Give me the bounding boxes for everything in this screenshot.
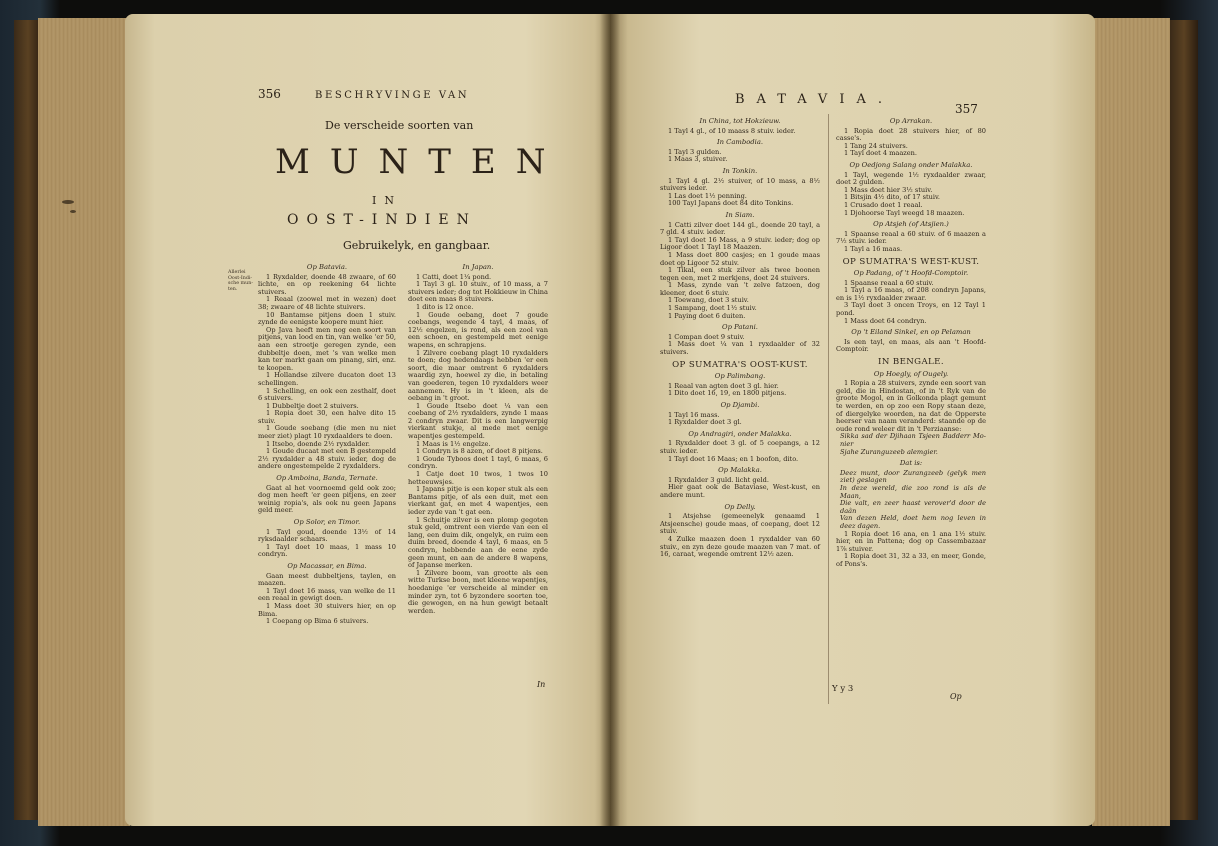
section-heading: Op Djambi. — [720, 401, 760, 409]
coin-entry: 1 Ropia doet 28 stuivers hier, of 80 casse's. — [836, 126, 986, 143]
coin-entry: 1 Goude oebang, doet 7 goude coebangs, wegende 4 tayl, 4 maas, of 12½ engelzen, is rond, als een zool van een schoen, en gestempeld met eenige wapens, en schrapjens. — [408, 310, 548, 349]
section-heading: Op Andragiri, onder Malakka. — [688, 429, 792, 438]
section-heading: In Siam. — [725, 210, 755, 219]
left-column-1 — [258, 260, 396, 626]
coin-entry: 1 Spaanse reaal a 60 stuiv. of 6 maazen a 7½ stuiv. ieder. — [836, 229, 986, 246]
coin-entry: 1 Mass doet 800 casjes; en 1 goude maas doet op Ligoor 52 stuiv. — [660, 250, 820, 267]
dust-speck — [62, 200, 74, 204]
section-heading: Op Arrakan. — [889, 117, 933, 125]
coin-entry: 1 dito is 12 once. — [416, 302, 474, 311]
right-page-number: 357 — [955, 102, 978, 116]
coin-entry: 1 Paying doet 6 duiten. — [668, 311, 746, 320]
title-place: OOST-INDIEN — [287, 212, 477, 228]
left-page-block-edges — [38, 18, 130, 826]
coin-entry: 1 Tayl 3 gl. 10 stuiv., of 10 mass, a 7 stuivers ieder; dog tot Hokkieuw in China doet een maas 8 stuivers. — [408, 280, 548, 304]
coin-entry: 3 Tayl doet 3 oncen Troys, en 12 Tayl 1 pond. — [836, 301, 986, 318]
coin-entry: 1 Bitsjin 4½ dito, of 17 stuiv. — [844, 193, 941, 202]
coin-entry: Gaat al het voornoemd geld ook zoo; dog men heeft 'er geen pitjens, en zeer weinig ropia's, als ook nu geen Japans geld meer. — [258, 483, 396, 515]
coin-entry: 1 Tayl 3 gulden. — [668, 147, 722, 156]
inscription-line: Sjahe Zuranguzeeb alemgier. — [840, 447, 938, 456]
coin-entry: 1 Itsebo, doende 2½ ryxdalder. — [266, 439, 370, 448]
coin-entry: 1 Tayl doet 4 maazen. — [844, 149, 918, 158]
section-heading: Op Patani. — [722, 323, 758, 332]
coin-entry: 1 Ropia a 28 stuivers, zynde een soort van geld, die in Hindostan, of in 't Ryk van de groote Mogol, en in Golkonda plagt gemunt te werden, en op zoo een Ropy staan deze, of diergelyke woorden, na dat de Opperste heerser van naam veranderd: staande op de oude rond weleer dit in 't Perziaanse: — [836, 379, 986, 433]
coin-entry: 1 Ropia doet 30, een halve dito 15 stuiv. — [258, 409, 396, 425]
coin-entry: 1 Ropia doet 16 ana, en 1 ana 1½ stuiv. hier, en in Pattena; dog op Cassembazaar 1⅞ stuiver. — [836, 529, 986, 553]
coin-entry: 1 Compan doet 9 stuiv. — [668, 332, 745, 341]
coin-entry: 1 Mass doet ¼ van 1 ryxdaalder of 32 stuivers. — [660, 340, 820, 357]
right-catchword: Op — [950, 692, 962, 701]
coin-entry: 1 Catje doet 10 twos, 1 twos 10 hetteeuwsjes. — [408, 470, 548, 486]
left-page-number: 356 — [258, 87, 281, 101]
section-heading: Dat is: — [899, 459, 923, 468]
left-running-head: BESCHRYVINGE VAN — [315, 90, 470, 101]
coin-entry: 1 Tayl a 16 maas. — [844, 244, 903, 253]
coin-entry: 1 Tayl 16 mass. — [668, 410, 720, 419]
coin-entry: Is een tayl, en maas, als aan 't Hoofd-Comptoir. — [836, 337, 986, 354]
coin-entry: 1 Sampang, doet 1½ stuiv. — [668, 304, 757, 313]
section-heading: Op Amboina, Banda, Ternate. — [276, 474, 378, 483]
verse-line: Die valt, en zeer haast verover'd door de daân — [840, 499, 986, 515]
right-page — [610, 14, 1095, 826]
coin-entry: 1 Dubbeltje doet 2 stuivers. — [266, 401, 359, 410]
coin-entry: 1 Goude Itsebo doet ¼ van een coebang of 2½ ryxdalders, zynde 1 maas 2 condryn zwaar. Dit is een langwerpig vierkant stukje, al mede met eenige wapentjes gestempeld. — [408, 401, 548, 441]
coin-entry: Gaan meest dubbeltjens, taylen, en maazen. — [258, 571, 396, 588]
coin-entry: 1 Goude Tyboos doet 1 tayl, 6 maas, 6 condryn. — [408, 454, 548, 471]
coin-entry: 1 Tayl doet 16 Maas; en 1 boofon, dito. — [668, 454, 799, 463]
verse-line: Deez munt, door Zurangzeeb (gelyk men ziet) geslagen — [840, 468, 986, 485]
coin-entry: 1 Djohoorse Tayl weegd 18 maazen. — [844, 208, 965, 217]
section-heading: Op Macassar, en Bima. — [287, 561, 367, 570]
coin-entry: 1 Tayl goud, doende 13½ of 14 ryksdaalder schaars. — [258, 527, 396, 544]
verse-line: Van dezen Held, doet hem nog leven in deez dagen. — [840, 514, 986, 530]
left-column-2 — [408, 260, 548, 615]
coin-entry: Op Java heeft men nog een soort van pitjens, van lood en tin, van welke 'er 50, aan een stroetje geregen zynde, een dubbeltje doen, met 's van welke men kan ter markt gaan om pinang, siri, enz. te koopen. — [258, 325, 396, 372]
coin-entry: 1 Tayl doet 16 mass, van welke de 11 een reaal in gewigt doen. — [258, 586, 396, 603]
coin-entry: 1 Tayl doet 16 Mass, a 9 stuiv. ieder; dog op Ligoor doet 1 Tayl 18 Maazen. — [660, 235, 820, 252]
signature-mark: Y y 3 — [832, 684, 854, 694]
title-intro: De verscheide soorten van — [325, 119, 474, 132]
coin-entry: 1 Zilvere coebang plagt 10 ryxdalders te doen; dog hedendaags hebben 'er een soort, die maar omtrent 6 ryxdalders waardig zyn, hoewel zy die, in betaling van goederen, tegen 10 ryxdalders weer aannemen. Hy is in 't kleen, als de oebang in 't groot. — [408, 348, 548, 403]
coin-entry: 1 Reaal (zoowel met in wezen) doet 38; zwaare of 48 lichte stuivers. — [258, 295, 396, 311]
coin-entry: Hier gaat ook de Bataviase, West-kust, en andere munt. — [660, 483, 820, 499]
coin-entry: 1 Crusado doet 1 reaal. — [844, 200, 923, 209]
verse-line: In deze wereld, die zoo rond is als de Maan, — [840, 483, 986, 500]
section-heading: Op Delly. — [724, 502, 756, 511]
coin-entry: 1 Toewang, doet 3 stuiv. — [668, 296, 749, 305]
margin-note: Allerlei Oost-Indi-sche mun-ten. — [228, 270, 253, 292]
section-heading: Op 't Eiland Sinkel, en op Pelaman — [851, 328, 971, 337]
section-heading: Op Hoegly, of Ougely. — [873, 369, 949, 378]
left-catchword: In — [537, 680, 546, 689]
coin-entry: 1 Dito doet 16, 19, en 1800 pitjens. — [668, 389, 787, 398]
section-heading: Op Solor, en Timor. — [293, 518, 361, 526]
coin-entry: 1 Goude ducaat met een B gestempeld 2½ ryxdalder a 48 stuiv. ieder, dog de andere ongestempelde 2 ryxdalders. — [258, 447, 396, 471]
title-main: MUNTEN — [275, 142, 566, 182]
coin-entry: 1 Catti, doet 1¼ pond. — [416, 272, 492, 281]
coin-entry: 1 Condryn is 8 azen, of doet 8 pitjens. — [416, 447, 543, 456]
section-heading: In Tonkin. — [722, 166, 758, 175]
section-heading: In China, tot Hokzieuw. — [699, 117, 781, 125]
coin-entry: 1 Ryxdalder, doende 48 zwaare, of 60 lichte, en op reekening 64 lichte stuivers. — [258, 272, 396, 296]
inscription-line: Sikka sad der Djihaan Tsjeen Badderr Mo-nier — [840, 432, 986, 448]
coin-entry: 1 Tayl 4 gl., of 10 maass 8 stuiv. ieder. — [668, 126, 796, 135]
coin-entry: 1 Ryxdalder doet 3 gl. — [668, 418, 742, 427]
right-column-1 — [660, 114, 820, 559]
coin-entry: 1 Mass, zynde van 't zelve fatzoen, dog kleener, doet 6 stuiv. — [660, 281, 820, 297]
coin-entry: 1 Tang 24 stuivers. — [844, 141, 908, 150]
coin-entry: 1 Tayl 4 gl. 2½ stuiver, of 10 mass, a 8½ stuivers ieder. — [660, 176, 820, 193]
region-heading: OP SUMATRA'S OOST-KUST. — [672, 359, 808, 370]
coin-entry: 1 Tikal, een stuk zilver als twee boonen tegen een, met 2 merkjens, doet 24 stuivers. — [660, 266, 820, 282]
book-gutter-shadow — [600, 14, 620, 826]
coin-entry: 1 Maas is 1½ engelze. — [416, 439, 491, 448]
section-heading: Op Atsjeh (of Atsjien.) — [873, 220, 949, 229]
section-heading: In Cambodia. — [716, 138, 764, 147]
coin-entry: 1 Reaal van agten doet 3 gl. hier. — [668, 381, 779, 390]
coin-entry: 1 Tayl a 16 maas, of 208 condryn Japans, en is 1½ ryxdaalder zwaar. — [836, 286, 986, 302]
coin-entry: 100 Tayl Japans doet 84 dito Tonkins. — [668, 199, 794, 208]
section-heading: In Japan. — [462, 263, 494, 271]
coin-entry: 1 Schuitje zilver is een plomp gegoten stuk geld, omtrent een vierde van een el lang, een duim dik, ongelyk, en ruim een duim breed, doende 4 tayl, 6 maas, en 5 condryn, hebbende aan de eene zyde geen munt, en aan de andere 8 wapens, of Japanse merken. — [408, 515, 548, 570]
title-in: IN — [372, 194, 402, 207]
coin-entry: 4 Zulke maazen doen 1 ryxdalder van 60 stuiv., en zyn deze goude maazen van 7 mat. of 16, caraat, wegende omtrent 12½ azen. — [660, 534, 820, 559]
coin-entry: 1 Tayl doet 10 maas, 1 mass 10 condryn. — [258, 542, 396, 559]
coin-entry: 1 Ropia doet 31, 32 a 33, en meer, Gonde, of Pons's. — [836, 552, 986, 568]
right-page-block-edges — [1092, 18, 1170, 826]
coin-entry: 1 Tayl, wegende 1½ ryxdaalder zwaar, doet 2 gulden. — [836, 170, 986, 187]
section-heading: Op Oedjong Salang onder Malakka. — [849, 160, 973, 169]
coin-entry: 1 Coepang op Bima 6 stuivers. — [266, 617, 369, 626]
coin-entry: 1 Zilvere boom, van grootte als een witte Turkse boon, met kleene wapentjes, hoedanige 'er verscheide al minder en minder zyn, tot 6 byzondere soorten toe, die gewogen, en na hun gewigt betaalt werden. — [408, 568, 548, 615]
right-column-2 — [836, 114, 986, 568]
coin-entry: 1 Spaanse reaal a 60 stuiv. — [844, 278, 934, 287]
coin-entry: 1 Catti zilver doet 144 gl., doende 20 tayl, a 7 gld. 4 stuiv. ieder. — [660, 220, 820, 237]
coin-entry: 1 Ryxdalder 3 guld. licht geld. — [668, 475, 769, 484]
coin-entry: 1 Mass doet 30 stuivers hier, en op Bima. — [258, 601, 396, 618]
right-cover-edge — [1170, 20, 1198, 820]
column-rule — [828, 114, 829, 704]
coin-entry: 1 Japans pitje is een koper stuk als een Bantams pitje, of als een duit, met een vierkant gat, en met 4 wapentjes, een ieder zyde van 't gat een. — [408, 485, 548, 516]
region-heading: OP SUMATRA'S WEST-KUST. — [842, 256, 980, 267]
coin-entry: 1 Mass doet 64 condryn. — [844, 316, 927, 325]
section-heading: Op Batavia. — [306, 263, 348, 271]
left-page — [125, 14, 610, 826]
section-heading: Op Malakka. — [718, 466, 762, 475]
coin-entry: 1 Ryxdalder doet 3 gl. of 5 coepangs, a 12 stuiv. ieder. — [660, 439, 820, 455]
coin-entry: 1 Las doet 1½ penning. — [668, 191, 747, 200]
section-heading: Op Palimbang. — [714, 372, 766, 381]
coin-entry: 1 Hollandse zilvere ducaton doet 13 schellingen. — [258, 371, 396, 387]
right-running-head: BATAVIA. — [735, 92, 894, 107]
section-heading: Op Padang, of 't Hoofd-Comptoir. — [853, 269, 969, 278]
dust-speck — [70, 210, 76, 213]
coin-entry: 1 Mass doet hier 3½ stuiv. — [844, 185, 933, 194]
coin-entry: 1 Goude soebang (die men nu niet meer ziet) plagt 10 ryxdaalders te doen. — [258, 424, 396, 441]
coin-entry: 1 Atsjehse (gemeenelyk genaamd 1 Atsjeensche) goude maas, of coepang, doet 12 stuiv. — [660, 512, 820, 536]
title-sub: Gebruikelyk, en gangbaar. — [343, 239, 491, 252]
coin-entry: 10 Bantamse pitjens doen 1 stuiv. zynde de eenigste koopere munt hier. — [258, 310, 396, 327]
coin-entry: 1 Schelling, en ook een zesthalf, doet 6 stuivers. — [258, 386, 396, 403]
coin-entry: 1 Maas 3, stuiver. — [668, 155, 728, 164]
region-heading: IN BENGALE. — [878, 357, 944, 368]
